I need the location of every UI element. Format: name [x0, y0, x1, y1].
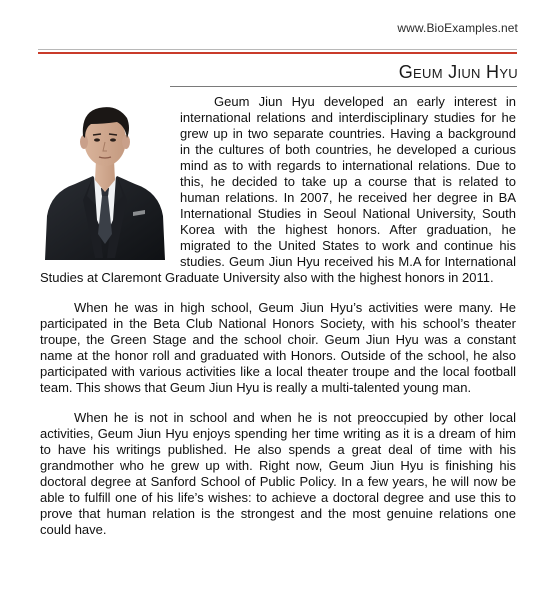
bio-title: Geum Jiun Hyu: [398, 62, 518, 82]
portrait-photo: [37, 88, 172, 260]
header-divider-thin: [38, 49, 517, 50]
header-divider-accent: [38, 52, 517, 54]
bio-paragraph: Geum Jiun Hyu developed an early interest in international relations and interdisciplinary studies for he grew up in two separate countries. Having a background in the cultures of both countries, he developed a curious mind as to with regards to international relations. Due to this, he decided to take up a course that is related to human relations. In 2007, he received her degree in BA International Studies in Seoul National University, South Korea with the highest honors. After graduation, he migrated to the United States to work and continue his studies. Geum Jiun Hyu received his M.A for International Studies at Claremont Graduate University also with the highest honors in 2011.: [40, 94, 516, 285]
bio-body: [40, 94, 516, 552]
bio-paragraph: When he is not in school and when he is not preoccupied by other local activities, Geum Jiun Hyu enjoys spending her time writing as it is a dream of him to have his writings published. He also spends a great deal of time with his grandmother who he grew up with. Right now, Geum Jiun Hyu is finishing his doctoral degree at Sanford School of Public Policy. In a few years, he will now be able to fulfill one of his life’s wishes: to achieve a doctoral degree and use this to prove that human relation is the strongest and the most genuine relations one could have.: [40, 410, 516, 537]
site-url[interactable]: www.BioExamples.net: [397, 21, 518, 35]
title-underline: [170, 86, 517, 87]
bio-paragraph: When he was in high school, Geum Jiun Hyu’s activities were many. He participated in the Beta Club National Honors Society, with his school’s theater troupe, the Green Stage and the school choir. Geum Jiun Hyu was a constant name at the honor roll and graduated with Honors. Outside of the school, he also participated with various activities like a local theater troupe and the local football team. This shows that Geum Jiun Hyu is really a multi-talented young man.: [40, 300, 516, 395]
